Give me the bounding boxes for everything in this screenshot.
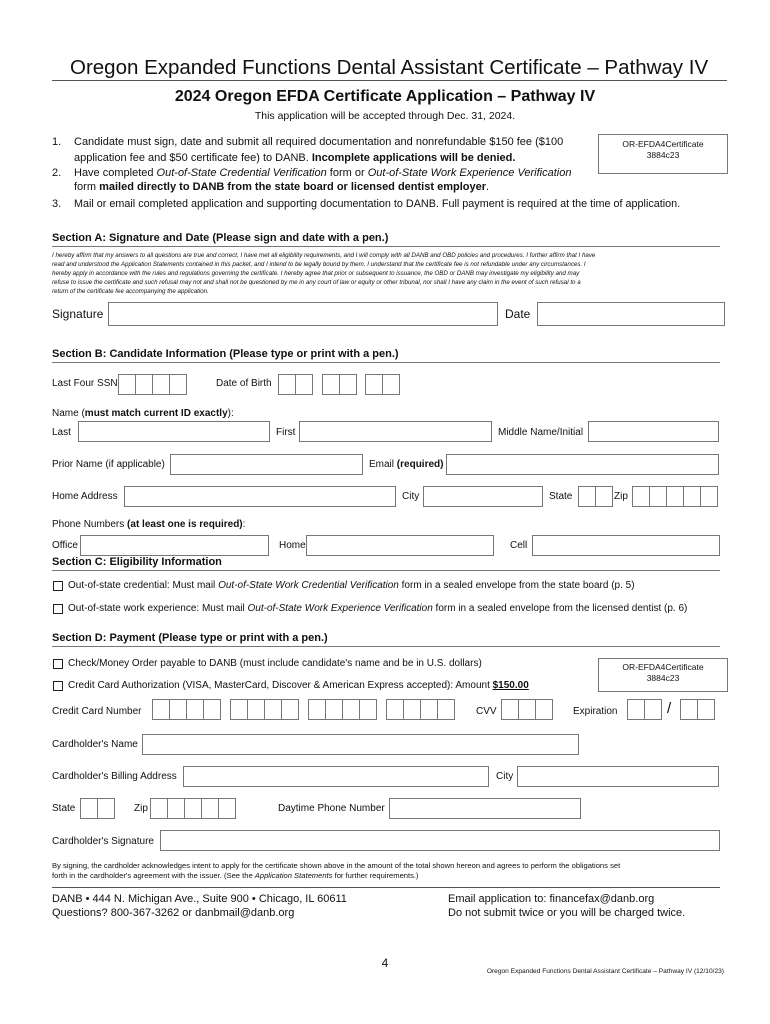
text: forth in the cardholder's agreement with the issuer. (See the xyxy=(52,871,255,880)
home-phone-label: Home xyxy=(279,540,306,551)
billing-city-field[interactable] xyxy=(517,766,719,787)
home-phone-field[interactable] xyxy=(306,535,494,556)
card-digit[interactable] xyxy=(420,699,438,720)
city-field[interactable] xyxy=(423,486,543,507)
code-box-bottom xyxy=(598,658,728,692)
text: Email xyxy=(369,459,397,470)
billing-zip-digit[interactable] xyxy=(184,798,202,819)
dob-label: Date of Birth xyxy=(216,378,272,389)
ssn-digit[interactable] xyxy=(169,374,187,395)
last-name-label: Last xyxy=(52,427,71,438)
name-label xyxy=(52,408,234,419)
expiration-separator: / xyxy=(667,700,672,717)
prior-name-field[interactable] xyxy=(170,454,363,475)
section-c-title: Section C: Eligibility Information xyxy=(52,556,222,568)
code-line-2: 3884c23 xyxy=(646,150,680,160)
submit-warning: Do not submit twice or you will be charged twice. xyxy=(448,907,686,919)
code-line-1: OR-EFDA4Certificate xyxy=(622,139,704,149)
zip-digit[interactable] xyxy=(666,486,684,507)
home-address-label: Home Address xyxy=(52,491,118,502)
footer-rule xyxy=(52,887,720,888)
zip-digit[interactable] xyxy=(683,486,701,507)
page-number: 4 xyxy=(381,956,389,970)
code-box-top xyxy=(598,134,728,174)
instruction-1-text: application fee and $50 certificate fee) to DANB. xyxy=(74,152,312,164)
phone-numbers-label xyxy=(52,519,245,530)
cardholder-signature-field[interactable] xyxy=(160,830,720,851)
danb-address: DANB • 444 N. Michigan Ave., Suite 900 • Chicago, IL 60611 xyxy=(52,893,347,905)
credit-card-checkbox[interactable] xyxy=(53,681,63,691)
cvv-label: CVV xyxy=(476,706,497,717)
billing-zip-digit[interactable] xyxy=(201,798,219,819)
instruction-number: 3. xyxy=(52,198,62,210)
prior-name-label: Prior Name (if applicable) xyxy=(52,459,165,470)
signature-field[interactable] xyxy=(108,302,498,326)
text: Have completed xyxy=(74,167,157,179)
billing-zip-digit[interactable] xyxy=(150,798,168,819)
ssn-label: Last Four SSN xyxy=(52,378,118,389)
payment-amount: $150.00 xyxy=(492,680,529,691)
card-digit[interactable] xyxy=(386,699,404,720)
card-digit[interactable] xyxy=(403,699,421,720)
daytime-phone-field[interactable] xyxy=(389,798,581,819)
ssn-digit[interactable] xyxy=(152,374,170,395)
cell-phone-label: Cell xyxy=(510,540,528,551)
instruction-3: Mail or email completed application and supporting documentation to DANB. Full payment is required at the time of application. xyxy=(74,198,681,210)
text: form in a sealed envelope from the state board (p. 5) xyxy=(398,580,635,591)
doc-name: Application Statements xyxy=(254,871,333,880)
section-b-title: Section B: Candidate Information (Please type or print with a pen.) xyxy=(52,348,399,360)
affirmation-line: hereby apply in accordance with the rules and regulations governing the certificate. I hereby agree that prior or subsequent to issuance, the OBD or DANB may investigate my eligibility and may xyxy=(52,270,580,277)
instruction-1-warning: Incomplete applications will be denied. xyxy=(311,152,516,164)
dob-digit[interactable] xyxy=(365,374,383,395)
dob-digit[interactable] xyxy=(322,374,340,395)
instruction-number: 2. xyxy=(52,167,62,179)
card-digit[interactable] xyxy=(437,699,455,720)
text: form or xyxy=(326,167,368,179)
text: form in a sealed envelope from the licensed dentist (p. 6) xyxy=(432,603,688,614)
text: ): xyxy=(227,408,234,419)
billing-state-char[interactable] xyxy=(97,798,115,819)
dob-digit[interactable] xyxy=(382,374,400,395)
text: : xyxy=(242,519,246,530)
code-line-2: 3884c23 xyxy=(646,673,680,683)
billing-state-label: State xyxy=(52,803,76,814)
office-phone-label: Office xyxy=(52,540,78,551)
exp-digit[interactable] xyxy=(680,699,698,720)
zip-digit[interactable] xyxy=(649,486,667,507)
dob-digit[interactable] xyxy=(278,374,296,395)
form-name: Out-of-State Work Credential Verification xyxy=(218,580,399,591)
instruction-number: 1. xyxy=(52,136,62,148)
email-field[interactable] xyxy=(446,454,719,475)
section-c-rule xyxy=(52,570,720,571)
billing-city-label: City xyxy=(496,771,514,782)
credit-card-label xyxy=(68,680,529,691)
cardholder-name-label: Cardholder's Name xyxy=(52,739,138,750)
card-digit[interactable] xyxy=(281,699,299,720)
card-digit[interactable] xyxy=(186,699,204,720)
danb-questions: Questions? 800-367-3262 or danbmail@danb.org xyxy=(52,907,295,919)
section-b-rule xyxy=(52,362,720,363)
affirmation-line: refuse to issue the certificate and such refusal may not and shall not be questioned by me in any court of law or equity or other tribunal, nor shall I have any claim in the event of such refusal to a xyxy=(52,279,581,286)
text: . xyxy=(485,181,490,193)
daytime-phone-label: Daytime Phone Number xyxy=(278,803,385,814)
affirmation-line: read and understood the Application Statements contained in this packet, and I intend to be legally bound by them. I understand that the certificate fee is not refundable under any circumstances. I xyxy=(52,261,586,268)
card-digit[interactable] xyxy=(203,699,221,720)
middle-name-label: Middle Name/Initial xyxy=(498,427,584,438)
section-a-rule xyxy=(52,246,720,247)
emphasis: must match current ID exactly xyxy=(84,408,228,419)
section-a-title: Section A: Signature and Date (Please sign and date with a pen.) xyxy=(52,232,389,244)
text: Out-of-state work experience: Must mail xyxy=(68,603,248,614)
text: Out-of-state credential: Must mail xyxy=(68,580,219,591)
billing-state-char[interactable] xyxy=(80,798,98,819)
card-digit[interactable] xyxy=(308,699,326,720)
main-title: Oregon Expanded Functions Dental Assistant Certificate – Pathway IV xyxy=(70,56,709,79)
cardholder-disclaimer-2 xyxy=(52,871,419,880)
document-id: Oregon Expanded Functions Dental Assistant Certificate – Pathway IV (12/10/23) xyxy=(486,968,724,975)
cvv-digit[interactable] xyxy=(535,699,553,720)
office-phone-field[interactable] xyxy=(80,535,269,556)
middle-name-field[interactable] xyxy=(588,421,719,442)
dob-digit[interactable] xyxy=(295,374,313,395)
required-marker: (at least one is required) xyxy=(127,519,243,530)
instruction-1-line-1: Candidate must sign, date and submit all required documentation and nonrefundable $150 fee ($100 xyxy=(74,136,564,148)
billing-address-field[interactable] xyxy=(183,766,489,787)
out-of-state-experience-checkbox[interactable] xyxy=(53,604,63,614)
cardholder-signature-label: Cardholder's Signature xyxy=(52,836,154,847)
date-label: Date xyxy=(505,307,531,321)
code-line-1: OR-EFDA4Certificate xyxy=(622,662,704,672)
billing-zip-digit[interactable] xyxy=(167,798,185,819)
zip-digit[interactable] xyxy=(632,486,650,507)
card-digit[interactable] xyxy=(359,699,377,720)
first-name-field[interactable] xyxy=(299,421,492,442)
check-money-order-checkbox[interactable] xyxy=(53,659,63,669)
cell-phone-field[interactable] xyxy=(532,535,720,556)
out-of-state-credential-checkbox[interactable] xyxy=(53,581,63,591)
state-label: State xyxy=(549,491,573,502)
cvv-digit[interactable] xyxy=(501,699,519,720)
instruction-2-line-2 xyxy=(74,181,489,193)
home-address-field[interactable] xyxy=(124,486,396,507)
card-digit[interactable] xyxy=(342,699,360,720)
state-char[interactable] xyxy=(578,486,596,507)
cardholder-name-field[interactable] xyxy=(142,734,579,755)
text: Credit Card Authorization (VISA, MasterCard, Discover & American Express accepted): Amount xyxy=(68,680,493,691)
card-digit[interactable] xyxy=(264,699,282,720)
last-name-field[interactable] xyxy=(78,421,270,442)
zip-label: Zip xyxy=(614,491,628,502)
exp-digit[interactable] xyxy=(627,699,645,720)
emphasis: mailed directly to DANB from the state board or licensed dentist employer xyxy=(99,181,486,193)
ssn-digit[interactable] xyxy=(118,374,136,395)
state-char[interactable] xyxy=(595,486,613,507)
text: form xyxy=(74,181,100,193)
title-rule xyxy=(52,80,727,81)
credit-card-number-label: Credit Card Number xyxy=(52,706,142,717)
exp-digit[interactable] xyxy=(697,699,715,720)
billing-address-label: Cardholder's Billing Address xyxy=(52,771,177,782)
text: for further requirements.) xyxy=(332,871,419,880)
exp-digit[interactable] xyxy=(644,699,662,720)
signature-label: Signature xyxy=(52,307,104,321)
section-d-title: Section D: Payment (Please type or print with a pen.) xyxy=(52,632,328,644)
card-digit[interactable] xyxy=(230,699,248,720)
dob-digit[interactable] xyxy=(339,374,357,395)
card-digit[interactable] xyxy=(247,699,265,720)
out-of-state-experience-label xyxy=(68,603,687,614)
billing-zip-digit[interactable] xyxy=(218,798,236,819)
text: Name ( xyxy=(52,408,85,419)
card-digit[interactable] xyxy=(169,699,187,720)
accepted-through: This application will be accepted through Dec. 31, 2024. xyxy=(254,110,516,122)
zip-digit[interactable] xyxy=(700,486,718,507)
email-application: Email application to: financefax@danb.org xyxy=(448,893,655,905)
date-field[interactable] xyxy=(537,302,725,326)
email-label xyxy=(369,459,443,470)
affirmation-line: return of the certificate fee accompanying the application. xyxy=(52,288,209,295)
instruction-1-line-2 xyxy=(74,152,515,164)
form-name: Out-of-State Work Experience Verification xyxy=(367,167,572,179)
form-name: Out-of-State Work Experience Verification xyxy=(247,603,433,614)
form-name: Out-of-State Credential Verification xyxy=(156,167,327,179)
ssn-digit[interactable] xyxy=(135,374,153,395)
first-name-label: First xyxy=(276,427,296,438)
check-money-order-label: Check/Money Order payable to DANB (must include candidate's name and be in U.S. dollars) xyxy=(68,658,482,669)
billing-zip-label: Zip xyxy=(134,803,148,814)
application-title: 2024 Oregon EFDA Certificate Application – Pathway IV xyxy=(174,88,596,105)
section-d-rule xyxy=(52,646,720,647)
instruction-2-line-1 xyxy=(74,167,571,179)
card-digit[interactable] xyxy=(152,699,170,720)
text: Phone Numbers xyxy=(52,519,128,530)
affirmation-line: I hereby affirm that my answers to all questions are true and correct, I have met all eligibility requirements, and I will comply with all DANB and OBD policies and procedures. I further affirm that I have xyxy=(52,252,596,259)
expiration-label: Expiration xyxy=(573,706,618,717)
out-of-state-credential-label xyxy=(68,580,635,591)
cvv-digit[interactable] xyxy=(518,699,536,720)
city-label: City xyxy=(402,491,420,502)
cardholder-disclaimer-1: By signing, the cardholder acknowledges intent to apply for the certificate shown above in the amount of the total shown hereon and agrees to perform the obligations set xyxy=(52,861,621,870)
card-digit[interactable] xyxy=(325,699,343,720)
required-marker: (required) xyxy=(396,459,444,470)
